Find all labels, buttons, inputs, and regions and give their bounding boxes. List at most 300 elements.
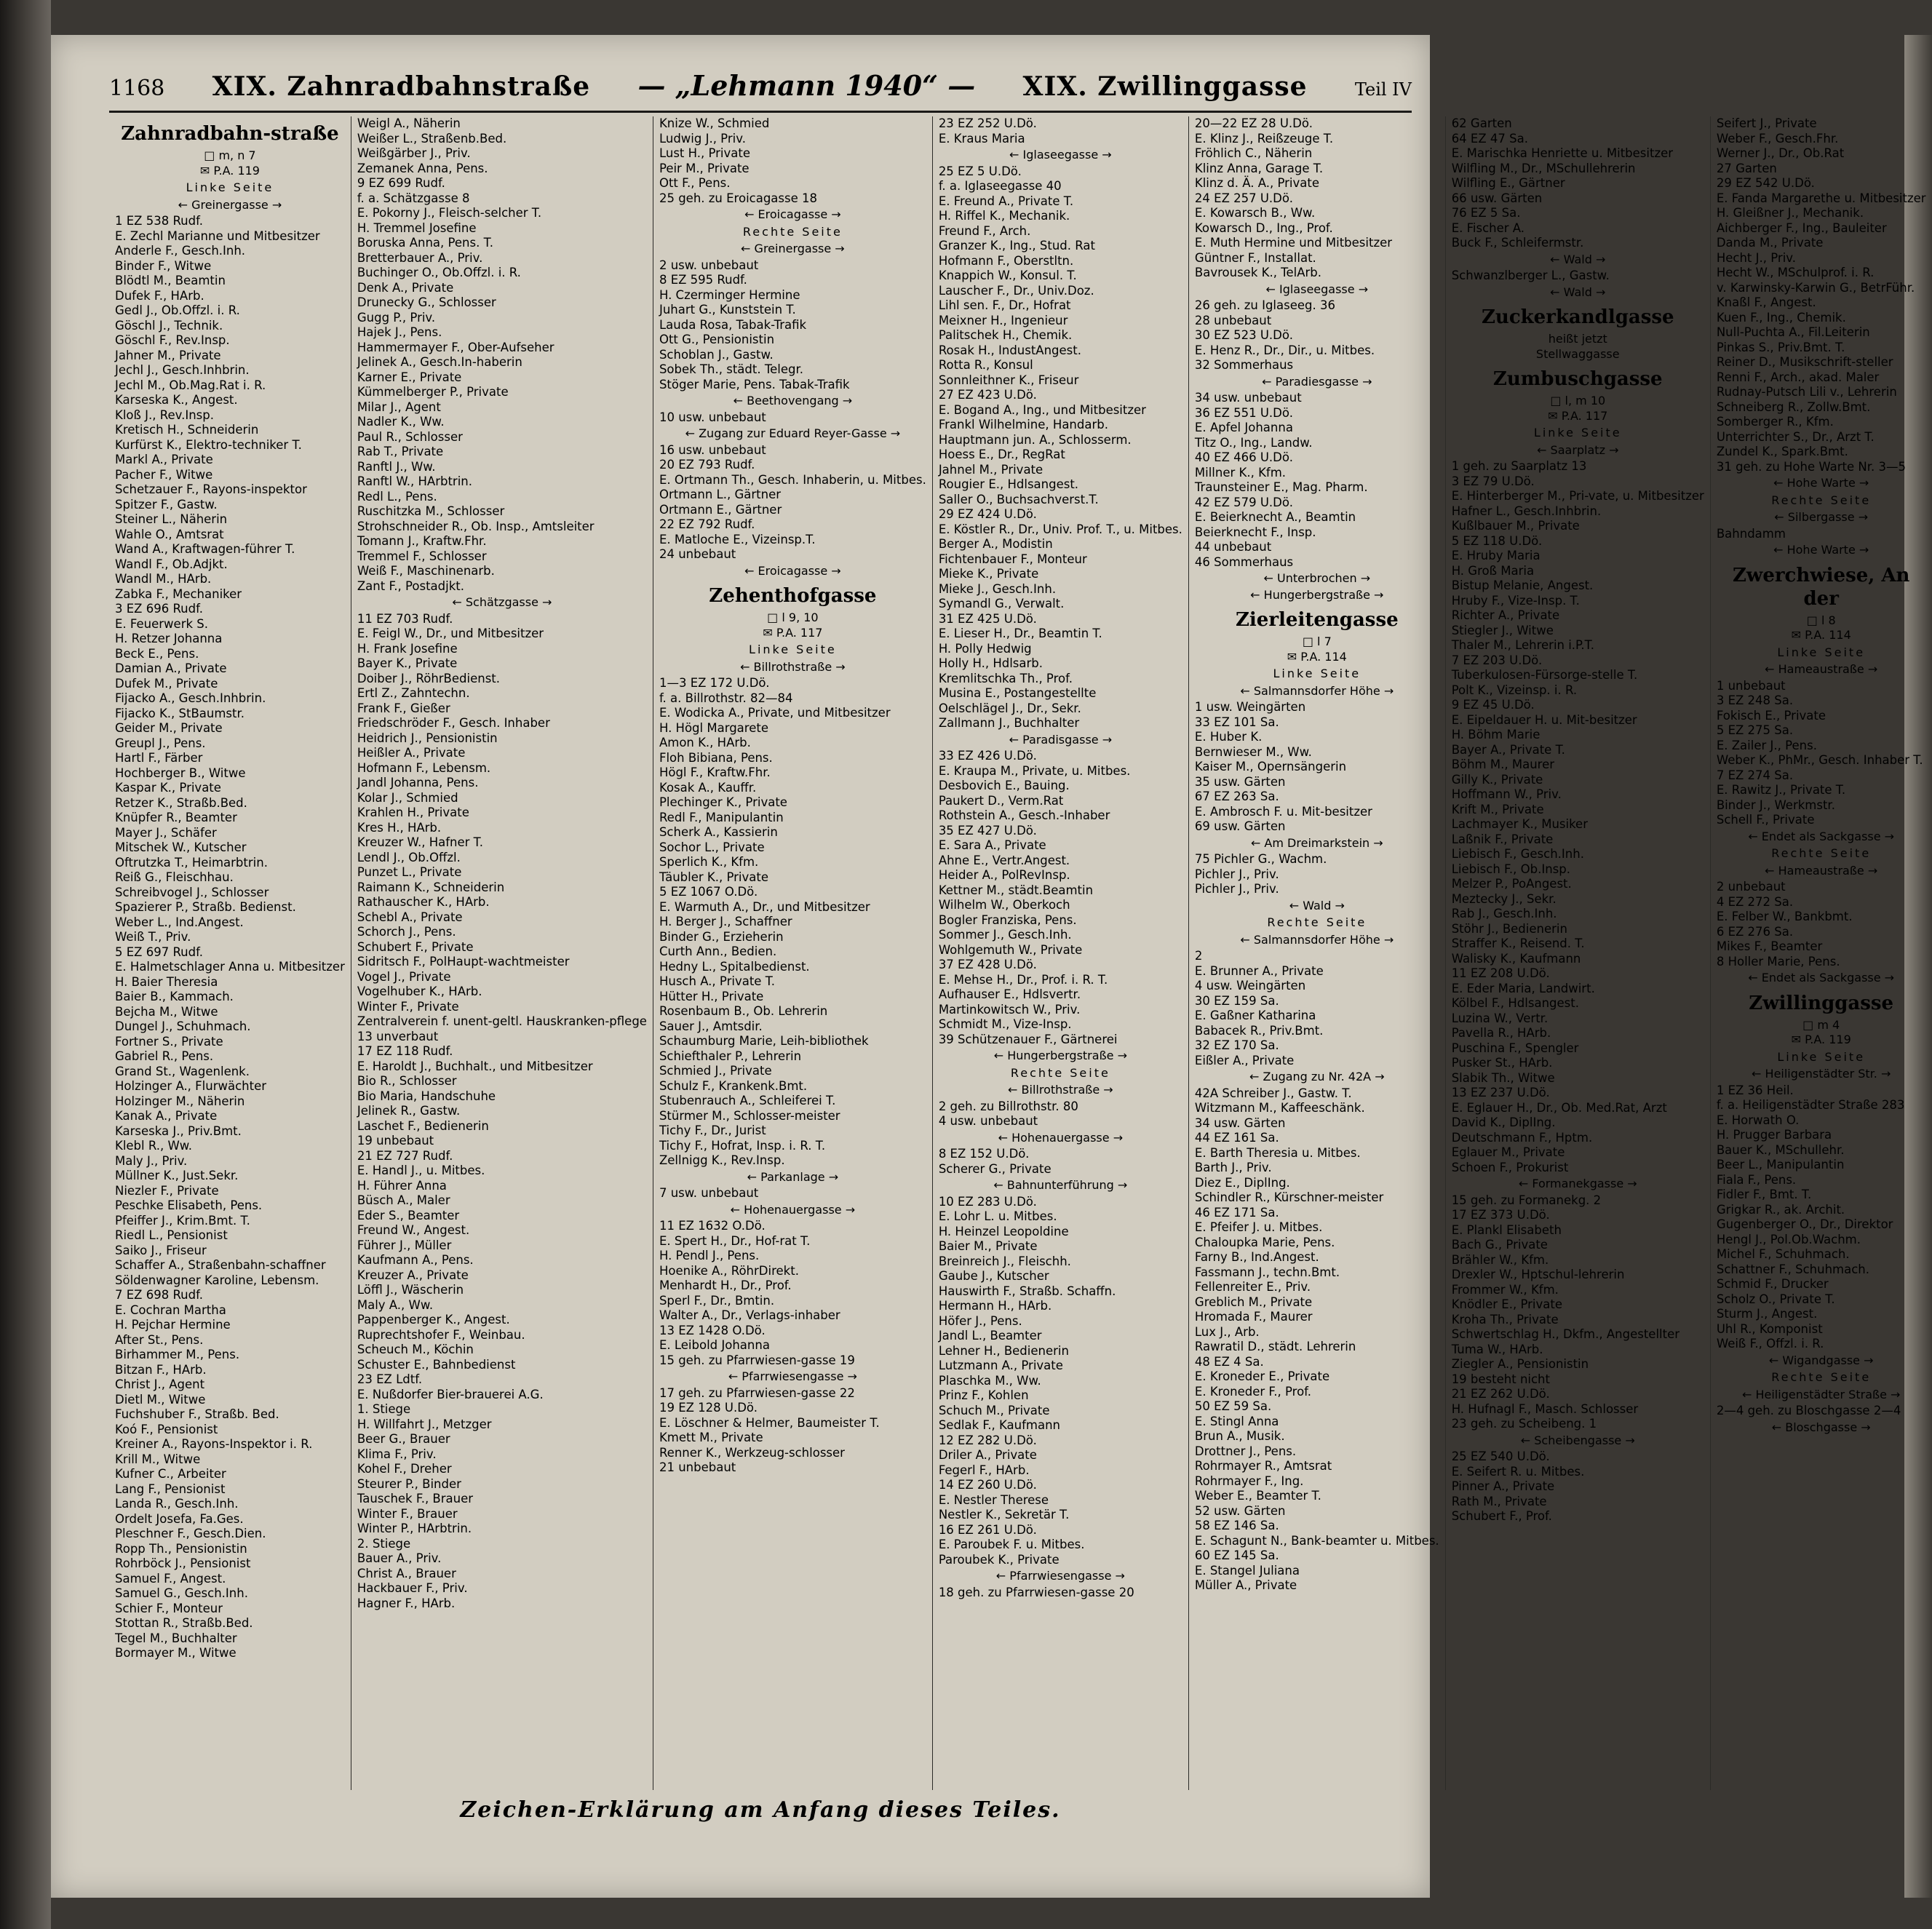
cross-street: ← Zugang zu Nr. 42A → xyxy=(1249,1070,1385,1083)
directory-entry: Heider A., PolRevInsp. xyxy=(938,868,1070,882)
footer-note: Zeichen-Erklärung am Anfang dieses Teiles. xyxy=(460,1797,1061,1823)
side-label: Linke Seite xyxy=(1777,1049,1866,1064)
directory-entry: 48 EZ 4 Sa. xyxy=(1194,1354,1264,1369)
street-meta: ✉ P.A. 117 xyxy=(1548,408,1608,423)
cross-street: ← Bloschgasse → xyxy=(1771,1420,1871,1434)
directory-entry: 21 EZ 262 U.Dö. xyxy=(1451,1387,1550,1401)
directory-entry: 23 geh. zu Scheibeng. 1 xyxy=(1451,1417,1597,1431)
cross-street: ← Parkanlage → xyxy=(747,1169,839,1184)
directory-entry: Ranftl W., HArbtrin. xyxy=(357,474,472,488)
directory-entry: Högl F., Kraftw.Fhr. xyxy=(659,765,771,779)
directory-entry: Kloß J., Rev.Insp. xyxy=(115,407,214,422)
directory-entry: Melzer P., PoAngest. xyxy=(1451,877,1572,891)
directory-entry: Weigl A., Näherin xyxy=(357,116,461,130)
directory-entry: Retzer K., Straßb.Bed. xyxy=(115,795,247,810)
directory-entry: Christ J., Agent xyxy=(115,1377,205,1391)
directory-entry: Bitzan F., HArb. xyxy=(115,1362,207,1377)
directory-entry: David K., DiplIng. xyxy=(1451,1115,1556,1129)
directory-entry: Brähler W., Kfm. xyxy=(1451,1252,1549,1267)
directory-entry: E. Mehse H., Dr., Prof. i. R. T. xyxy=(938,972,1108,987)
cross-street: ← Heiligenstädter Straße → xyxy=(1741,1387,1901,1401)
directory-entry: Slabik Th., Witwe xyxy=(1451,1070,1555,1085)
directory-entry: Geider M., Private xyxy=(115,721,223,735)
directory-entry: Hecht J., Priv. xyxy=(1716,250,1797,265)
directory-entry: Dufek M., Private xyxy=(115,676,218,691)
directory-entry: 1 EZ 36 Heil. xyxy=(1716,1083,1794,1097)
directory-entry: Hedny L., Spitalbedienst. xyxy=(659,959,810,974)
directory-entry: 66 usw. Gärten xyxy=(1451,191,1543,205)
directory-entry: 13 EZ 237 U.Dö. xyxy=(1451,1086,1550,1099)
directory-entry: Beer L., Manipulantin xyxy=(1716,1158,1845,1172)
directory-entry: Stiegler J., Witwe xyxy=(1451,623,1554,637)
side-label: Linke Seite xyxy=(1273,667,1361,680)
directory-entry: Symandl G., Verwalt. xyxy=(938,597,1065,610)
directory-entry: Tuma W., HArb. xyxy=(1451,1342,1543,1356)
directory-entry: Göschl F., Rev.Insp. xyxy=(115,333,230,347)
cross-street: ← Salmannsdorfer Höhe → xyxy=(1240,932,1394,947)
directory-entry: f. a. Heiligenstädter Straße 283 xyxy=(1716,1098,1905,1112)
directory-entry: Knödler E., Private xyxy=(1451,1297,1562,1311)
directory-entry: 8 EZ 152 U.Dö. xyxy=(938,1147,1030,1161)
directory-entry: 19 EZ 128 U.Dö. xyxy=(659,1401,758,1415)
directory-entry: 8 Holler Marie, Pens. xyxy=(1716,954,1840,969)
directory-entry: 2 unbebaut xyxy=(1716,880,1786,894)
directory-entry: Ruprechtshofer F., Weinbau. xyxy=(357,1327,525,1342)
directory-entry: Pusker St., HArb. xyxy=(1451,1056,1553,1070)
directory-column xyxy=(109,116,351,1790)
directory-entry: Laßnik F., Private xyxy=(1451,832,1554,846)
directory-entry: E. Kroneder F., Prof. xyxy=(1194,1384,1312,1399)
directory-entry: E. Ambrosch F. u. Mit-besitzer xyxy=(1194,804,1372,819)
directory-entry: Hafner L., Gesch.Inhbrin. xyxy=(1451,504,1602,518)
directory-column xyxy=(1445,116,1710,1790)
directory-entry: 44 unbebaut xyxy=(1194,540,1272,554)
directory-entry: Deutschmann F., Hptm. xyxy=(1451,1130,1593,1145)
directory-entry: H. Berger J., Schaffner xyxy=(659,915,792,928)
cross-street: ← Endet als Sackgasse → xyxy=(1748,829,1895,843)
directory-entry: Raimann K., Schneiderin xyxy=(357,880,505,894)
cross-street: ← Hameaustraße → xyxy=(1765,863,1878,878)
directory-entry: 24 EZ 257 U.Dö. xyxy=(1194,191,1293,205)
directory-entry: 76 EZ 5 Sa. xyxy=(1451,206,1521,220)
directory-entry: Reiner D., Musikschrift-steller xyxy=(1716,355,1893,369)
directory-entry: Kaspar K., Private xyxy=(115,781,221,795)
directory-entry: Lendl J., Ob.Offzl. xyxy=(357,850,461,864)
cross-street: ← Pfarrwiesengasse → xyxy=(728,1369,857,1383)
directory-entry: Schmid F., Drucker xyxy=(1716,1277,1829,1291)
cross-street: ← Scheibengasse → xyxy=(1520,1433,1635,1447)
header-center-title: — „Lehmann 1940“ — xyxy=(637,69,976,102)
directory-entry: Dungel J., Schuhmach. xyxy=(115,1019,251,1033)
street-heading: Zuckerkandlgasse xyxy=(1481,306,1674,328)
directory-entry: Schindler R., Kürschner-meister xyxy=(1194,1190,1384,1204)
street-meta: □ l 7 xyxy=(1302,635,1332,648)
street-heading: Zehenthofgasse xyxy=(709,585,877,607)
cross-street: ← Wald → xyxy=(1550,285,1606,299)
directory-entry: E. Kraus Maria xyxy=(938,131,1025,146)
cross-street: ← Greinergasse → xyxy=(178,197,282,212)
directory-entry: Fidler F., Bmt. T. xyxy=(1716,1188,1812,1201)
directory-entry: 24 unbebaut xyxy=(659,547,736,561)
directory-entry: 18 geh. zu Pfarrwiesen-gasse 20 xyxy=(938,1585,1134,1599)
directory-entry: Jelinek R., Gastw. xyxy=(357,1104,461,1118)
directory-entry: Böhm M., Maurer xyxy=(1451,757,1555,771)
directory-entry: 28 unbebaut xyxy=(1194,313,1272,327)
directory-entry: 13 EZ 1428 O.Dö. xyxy=(659,1323,766,1337)
directory-entry: 1 EZ 538 Rudf. xyxy=(115,214,203,228)
directory-entry: Hochberger B., Witwe xyxy=(115,765,246,780)
directory-entry: 1 geh. zu Saarplatz 13 xyxy=(1451,459,1587,473)
directory-entry: Rohrmayer R., Amtsrat xyxy=(1194,1459,1332,1473)
directory-entry: E. Nußdorfer Bier-brauerei A.G. xyxy=(357,1387,544,1401)
directory-entry: 27 Garten xyxy=(1716,161,1777,175)
directory-entry: H. Retzer Johanna xyxy=(115,632,223,645)
directory-entry: Samuel F., Angest. xyxy=(115,1571,226,1586)
directory-entry: Jandl L., Beamter xyxy=(938,1329,1042,1343)
directory-entry: Fichtenbauer F., Monteur xyxy=(938,552,1087,566)
directory-entry: Redl L., Pens. xyxy=(357,489,437,504)
directory-entry: H. Frank Josefine xyxy=(357,641,458,656)
cross-street: ← Beethovengang → xyxy=(733,394,853,407)
directory-entry: Chaloupka Marie, Pens. xyxy=(1194,1235,1335,1249)
directory-entry: 17 EZ 373 U.Dö. xyxy=(1451,1208,1550,1222)
directory-entry: Drottner J., Pens. xyxy=(1194,1444,1297,1458)
directory-entry: Blödtl M., Beamtin xyxy=(115,274,226,287)
side-label: Rechte Seite xyxy=(1771,1370,1872,1384)
directory-entry: 44 EZ 161 Sa. xyxy=(1194,1131,1279,1145)
directory-entry: 5 EZ 275 Sa. xyxy=(1716,723,1794,737)
directory-entry: Schwanzlberger L., Gastw. xyxy=(1451,269,1610,282)
directory-entry: Weiß F., Maschinenarb. xyxy=(357,564,495,578)
directory-entry: Kretisch H., Schneiderin xyxy=(115,423,259,437)
directory-entry: Güntner F., Installat. xyxy=(1194,250,1316,265)
directory-entry: Schebl A., Private xyxy=(357,910,463,924)
directory-entry: Mikes F., Beamter xyxy=(1716,939,1823,953)
directory-entry: Gedl J., Ob.Offzl. i. R. xyxy=(115,303,240,317)
directory-entry: Pleschner F., Gesch.Dien. xyxy=(115,1527,266,1540)
directory-entry: Curth Ann., Bedien. xyxy=(659,944,777,958)
cross-street: ← Wald → xyxy=(1289,898,1345,912)
directory-entry: Paukert D., Verm.Rat xyxy=(938,793,1064,808)
directory-entry: Jahner M., Private xyxy=(115,348,221,362)
directory-entry: Michel F., Schuhmach. xyxy=(1716,1247,1850,1261)
directory-entry: Pavella R., HArb. xyxy=(1451,1026,1551,1040)
directory-entry: Steurer P., Binder xyxy=(357,1476,461,1491)
directory-entry: 42 EZ 579 U.Dö. xyxy=(1194,495,1293,509)
directory-entry: Tomann J., Kraftw.Fhr. xyxy=(357,534,487,548)
directory-entry: Wilhelm W., Oberkoch xyxy=(938,898,1070,912)
directory-entry: 17 EZ 118 Rudf. xyxy=(357,1044,453,1058)
directory-entry: Eißler A., Private xyxy=(1194,1053,1295,1067)
directory-entry: 2 geh. zu Billrothstr. 80 xyxy=(938,1099,1078,1113)
directory-entry: Hammermayer F., Ober-Aufseher xyxy=(357,340,554,354)
directory-entry: Damian A., Private xyxy=(115,661,227,675)
directory-entry: E. Wodicka A., Private, und Mitbesitzer xyxy=(659,706,891,720)
directory-entry: Aufhauser E., Hdlsvertr. xyxy=(938,987,1081,1001)
directory-entry: 40 EZ 466 U.Dö. xyxy=(1194,450,1293,464)
directory-entry: Landa R., Gesch.Inh. xyxy=(115,1497,239,1511)
directory-entry: Ziegler A., Pensionistin xyxy=(1451,1357,1589,1371)
directory-entry: f. a. Billrothstr. 82—84 xyxy=(659,691,793,705)
directory-entry: H. Heinzel Leopoldine xyxy=(938,1224,1069,1238)
cross-street: ← Zugang zur Eduard Reyer-Gasse → xyxy=(685,426,901,440)
directory-entry: Aichberger F., Ing., Bauleiter xyxy=(1716,220,1887,235)
directory-entry: 4 usw. unbebaut xyxy=(938,1114,1038,1128)
directory-entry: Täubler K., Private xyxy=(659,870,768,884)
directory-entry: Fiala F., Pens. xyxy=(1716,1172,1797,1187)
directory-entry: Eder S., Beamter xyxy=(357,1208,460,1222)
side-label: Linke Seite xyxy=(1777,645,1866,659)
directory-entry: Farny B., Ind.Angest. xyxy=(1194,1250,1319,1264)
directory-entry: Kreuzer A., Private xyxy=(357,1268,469,1282)
street-heading: Zahnradbahn-straße xyxy=(121,123,339,145)
cross-street: ← Endet als Sackgasse → xyxy=(1748,971,1895,985)
directory-entry: E. Eder Maria, Landwirt. xyxy=(1451,981,1595,995)
side-label: Linke Seite xyxy=(749,643,837,656)
directory-entry: E. Lohr L. u. Mitbes. xyxy=(938,1209,1057,1223)
directory-entry: E. Warmuth A., Dr., und Mitbesitzer xyxy=(659,899,870,914)
street-meta: □ l, m 10 xyxy=(1550,394,1606,407)
directory-entry: Lux J., Arb. xyxy=(1194,1324,1260,1339)
directory-entry: Renni F., Arch., akad. Maler xyxy=(1716,370,1880,384)
directory-entry: H. Prugger Barbara xyxy=(1716,1128,1832,1142)
side-label: Linke Seite xyxy=(1533,426,1622,440)
cross-street: ← Hohe Warte → xyxy=(1773,543,1869,557)
cross-street: ← Billrothstraße → xyxy=(740,659,846,674)
directory-entry: Holly H., Hdlsarb. xyxy=(938,656,1043,670)
directory-entry: 52 usw. Gärten xyxy=(1194,1503,1286,1518)
directory-entry: 21 unbebaut xyxy=(659,1460,736,1474)
directory-entry: Schorch J., Pens. xyxy=(357,925,456,939)
directory-entry: Baier B., Kammach. xyxy=(115,990,234,1003)
directory-entry: Breinreich J., Fleischh. xyxy=(938,1254,1071,1268)
directory-entry: Luzina W., Vertr. xyxy=(1451,1011,1549,1025)
directory-entry: 17 geh. zu Pfarrwiesen-gasse 22 xyxy=(659,1385,855,1400)
directory-entry: Kreuzer W., Hafner T. xyxy=(357,835,484,849)
directory-entry: Kanak A., Private xyxy=(115,1109,218,1123)
directory-entry: Göschl J., Technik. xyxy=(115,318,223,333)
cross-street: ← Hungerbergstraße → xyxy=(1250,587,1384,602)
directory-entry: 29 EZ 542 U.Dö. xyxy=(1716,176,1815,190)
cross-street: ← Paradiesgasse → xyxy=(1262,374,1372,389)
street-meta: ✉ P.A. 119 xyxy=(199,163,260,178)
directory-entry: Zant F., Postadjkt. xyxy=(357,578,464,593)
directory-entry: Lehner H., Bedienerin xyxy=(938,1343,1069,1358)
directory-entry: Meztecky J., Sekr. xyxy=(1451,891,1557,906)
directory-entry: Lang F., Pensionist xyxy=(115,1481,226,1496)
directory-entry: Hecht W., MSchulprof. i. R. xyxy=(1716,266,1875,279)
directory-entry: Frankl Wilhelmine, Handarb. xyxy=(938,418,1108,431)
directory-entry: Null-Puchta A., Fil.Leiterin xyxy=(1716,325,1870,339)
cross-street: ← Am Dreimarkstein → xyxy=(1250,835,1383,850)
directory-entry: Polt K., Vizeinsp. i. R. xyxy=(1451,683,1578,697)
directory-entry: Hauptmann jun. A., Schlosserm. xyxy=(938,432,1132,447)
directory-entry: E. Plankl Elisabeth xyxy=(1451,1222,1562,1237)
directory-entry: Birhammer M., Pens. xyxy=(115,1348,240,1361)
directory-entry: Saller O., Buchsachverst.T. xyxy=(938,492,1099,506)
directory-entry: Hütter H., Private xyxy=(659,989,764,1003)
directory-entry: Puschina F., Spengler xyxy=(1451,1041,1579,1055)
directory-entry: Christ A., Brauer xyxy=(357,1566,456,1580)
directory-entry: Wandl F., Ob.Adjkt. xyxy=(115,557,228,571)
directory-entry: Hartl F., Färber xyxy=(115,751,203,765)
directory-entry: Baier M., Private xyxy=(938,1239,1038,1253)
directory-entry: Reiß G., Fleischhau. xyxy=(115,870,234,884)
directory-column xyxy=(1710,116,1932,1790)
directory-entry: Millner K., Kfm. xyxy=(1194,465,1287,480)
street-meta: ✉ P.A. 117 xyxy=(763,625,823,640)
street-meta: ✉ P.A. 114 xyxy=(1287,649,1347,664)
directory-entry: H. Groß Maria xyxy=(1451,563,1535,578)
directory-entry: 32 EZ 170 Sa. xyxy=(1194,1038,1279,1052)
directory-entry: 33 EZ 426 U.Dö. xyxy=(938,749,1037,763)
directory-entry: Wand A., Kraftwagen-führer T. xyxy=(115,542,295,556)
directory-entry: Bayer A., Private T. xyxy=(1451,742,1565,757)
directory-entry: Hengl J., Pol.Ob.Wachm. xyxy=(1716,1232,1861,1246)
directory-column xyxy=(1188,116,1445,1790)
directory-entry: E. Bogand A., Ing., und Mitbesitzer xyxy=(938,402,1146,417)
directory-entry: 31 geh. zu Hohe Warte Nr. 3—5 xyxy=(1716,459,1906,474)
directory-entry: Beierknecht F., Insp. xyxy=(1194,525,1316,539)
directory-entry: Ahne E., Vertr.Angest. xyxy=(938,853,1070,867)
directory-entry: 20 EZ 793 Rudf. xyxy=(659,458,755,472)
directory-entry: Rab J., Gesch.Inh. xyxy=(1451,907,1557,920)
directory-entry: Gugg P., Priv. xyxy=(357,310,436,325)
directory-entry: Granzer K., Ing., Stud. Rat xyxy=(938,239,1095,252)
directory-entry: 3 EZ 696 Rudf. xyxy=(115,602,203,616)
directory-entry: Riedl L., Pensionist xyxy=(115,1228,228,1242)
directory-entry: Fokisch E., Private xyxy=(1716,708,1826,723)
directory-entry: E. Huber K. xyxy=(1194,730,1263,744)
directory-entry: Niezler F., Private xyxy=(115,1183,219,1198)
directory-entry: Koó F., Pensionist xyxy=(115,1422,218,1436)
directory-entry: Barth J., Priv. xyxy=(1194,1161,1272,1174)
cross-street: ← Hungerbergstraße → xyxy=(993,1049,1127,1062)
directory-entry: Tichy F., Hofrat, Insp. i. R. T. xyxy=(659,1138,826,1153)
cross-street: ← Formanekgasse → xyxy=(1518,1177,1637,1190)
directory-entry: Zabka F., Mechaniker xyxy=(115,586,242,601)
street-meta: ✉ P.A. 119 xyxy=(1791,1033,1851,1046)
directory-entry: 1 unbebaut xyxy=(1716,678,1786,693)
directory-entry: Doiber J., RöhrBedienst. xyxy=(357,671,501,685)
cross-street: ← Iglaseegasse → xyxy=(1265,282,1369,296)
directory-entry: Buchinger O., Ob.Offzl. i. R. xyxy=(357,266,521,279)
cross-street: ← Iglaseegasse → xyxy=(1009,148,1112,162)
directory-entry: Straffer K., Reisend. T. xyxy=(1451,936,1585,950)
directory-entry: Zallmann J., Buchhalter xyxy=(938,716,1080,730)
directory-entry: Floh Bibiana, Pens. xyxy=(659,750,773,765)
directory-entry: Drexler W., Hptschul-lehrerin xyxy=(1451,1268,1625,1281)
directory-entry: 11 EZ 208 U.Dö. xyxy=(1451,966,1550,980)
directory-entry: Peschke Elisabeth, Pens. xyxy=(115,1198,263,1212)
directory-entry: 12 EZ 282 U.Dö. xyxy=(938,1433,1037,1447)
directory-entry: Rohrmayer F., Ing. xyxy=(1194,1473,1304,1488)
directory-entry: 36 EZ 551 U.Dö. xyxy=(1194,405,1293,420)
directory-entry: Lachmayer K., Musiker xyxy=(1451,817,1588,831)
directory-entry: 7 EZ 698 Rudf. xyxy=(115,1288,203,1302)
directory-entry: Sommer J., Gesch.Inh. xyxy=(938,928,1072,942)
directory-entry: Hermann H., HArb. xyxy=(938,1299,1052,1313)
directory-entry: Fegerl F., HArb. xyxy=(938,1463,1030,1477)
side-label: Rechte Seite xyxy=(1267,915,1367,929)
directory-entry: Steiner L., Näherin xyxy=(115,512,228,526)
directory-entry: Liebisch F., Gesch.Inh. xyxy=(1451,847,1584,861)
directory-entry: Winter P., HArbtrin. xyxy=(357,1522,472,1535)
directory-entry: Klinz Anna, Garage T. xyxy=(1194,161,1324,175)
street-heading: Zierleitengasse xyxy=(1235,609,1399,631)
header-right-title: XIX. Zwillinggasse xyxy=(1022,71,1308,102)
directory-entry: Bretterbauer A., Priv. xyxy=(357,250,483,265)
directory-entry: Martinkowitsch W., Priv. xyxy=(938,1002,1081,1017)
directory-entry: Kuen F., Ing., Chemik. xyxy=(1716,310,1846,325)
cross-street: ← Paradisgasse → xyxy=(1009,732,1113,747)
directory-entry: 2. Stiege xyxy=(357,1536,411,1551)
directory-entry: Kettner M., städt.Beamtin xyxy=(938,883,1094,897)
directory-entry: 11 EZ 703 Rudf. xyxy=(357,611,453,626)
directory-entry: Lutzmann A., Private xyxy=(938,1359,1063,1372)
directory-entry: H. Gleißner J., Mechanik. xyxy=(1716,206,1864,220)
directory-entry: 11 EZ 1632 O.Dö. xyxy=(659,1219,766,1233)
directory-entry: Kölbel F., Hdlsangest. xyxy=(1451,996,1579,1010)
directory-entry: Schubert F., Private xyxy=(357,939,474,954)
directory-entry: Renner K., Werkzeug-schlosser xyxy=(659,1445,845,1460)
side-label: Rechte Seite xyxy=(1010,1065,1110,1080)
directory-entry: 16 EZ 261 U.Dö. xyxy=(938,1522,1037,1537)
directory-entry: Schubert F., Prof. xyxy=(1451,1509,1552,1523)
directory-entry: E. Henz R., Dr., Dir., u. Mitbes. xyxy=(1194,343,1375,357)
directory-entry: 27 EZ 423 U.Dö. xyxy=(938,388,1037,402)
directory-entry: 1—3 EZ 172 U.Dö. xyxy=(659,676,770,690)
cross-street: ← Wald → xyxy=(1550,252,1606,266)
directory-entry: Sonnleithner K., Friseur xyxy=(938,373,1079,387)
directory-entry: H. Högl Margarete xyxy=(659,720,768,735)
page-number: 1168 xyxy=(109,76,165,101)
directory-entry: Stottan R., Straßb.Bed. xyxy=(115,1616,253,1630)
directory-entry: 10 usw. unbebaut xyxy=(659,410,766,424)
directory-entry: Schiefthaler P., Lehrerin xyxy=(659,1049,802,1063)
directory-entry: Weber E., Beamter T. xyxy=(1194,1489,1321,1503)
directory-entry: Babacek R., Priv.Bmt. xyxy=(1194,1023,1324,1038)
directory-entry: Freund W., Angest. xyxy=(357,1223,470,1237)
directory-entry: Dufek F., HArb. xyxy=(115,288,204,303)
directory-entry: Scherk A., Kassierin xyxy=(659,825,778,839)
directory-entry: Lust H., Private xyxy=(659,146,751,160)
cross-street: ← Hameaustraße → xyxy=(1765,662,1878,676)
directory-entry: Saiko J., Friseur xyxy=(115,1243,207,1257)
directory-entry: Zundel K., Spark.Bmt. xyxy=(1716,445,1848,458)
directory-entry: Greblich M., Private xyxy=(1194,1294,1313,1309)
directory-entry: Nadler K., Ww. xyxy=(357,415,445,429)
directory-entry: Klinz d. Ä. A., Private xyxy=(1194,176,1319,190)
directory-entry: Samuel G., Gesch.Inh. xyxy=(115,1586,248,1600)
directory-entry: 30 EZ 523 U.Dö. xyxy=(1194,328,1293,342)
directory-entry: Wandl M., HArb. xyxy=(115,572,212,586)
street-heading: Zumbuschgasse xyxy=(1492,368,1663,390)
directory-entry: Schattner F., Schuhmach. xyxy=(1716,1262,1869,1276)
directory-entry: Walter A., Dr., Verlags-inhaber xyxy=(659,1308,840,1322)
directory-entry: Schell F., Private xyxy=(1716,813,1815,827)
directory-entry: Palitschek H., Chemik. xyxy=(938,328,1073,342)
directory-entry: Anderle F., Gesch.Inh. xyxy=(115,244,246,258)
directory-entry: Schulz F., Krankenk.Bmt. xyxy=(659,1078,808,1093)
directory-entry: 42A Schreiber J., Gastw. T. xyxy=(1194,1086,1352,1100)
directory-entry: E. Freund A., Private T. xyxy=(938,194,1074,208)
directory-entry: Klima F., Priv. xyxy=(357,1447,437,1461)
directory-entry: Knaßl F., Angest. xyxy=(1716,295,1816,309)
directory-entry: Ranftl J., Ww. xyxy=(357,459,436,474)
page-header xyxy=(109,69,1412,107)
cross-street: ← Silbergasse → xyxy=(1774,510,1869,524)
